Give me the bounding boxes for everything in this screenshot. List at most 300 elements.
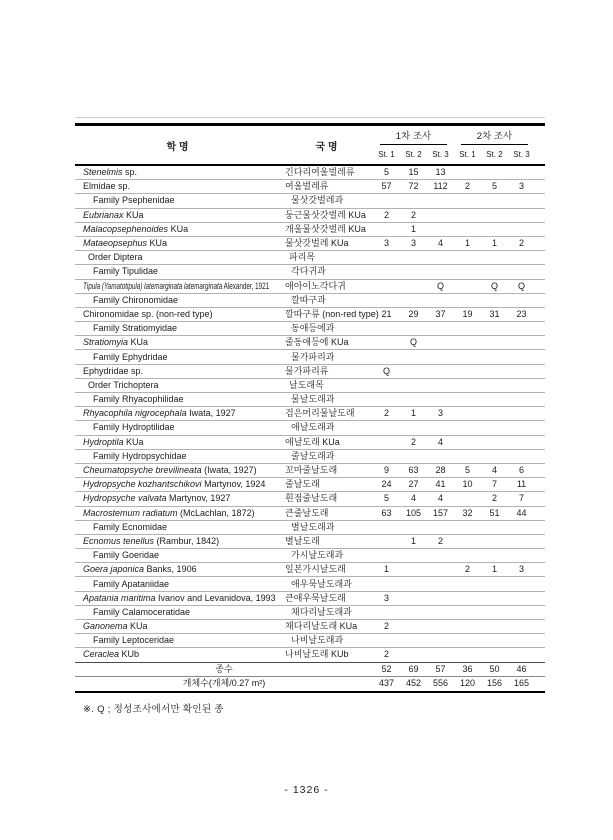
- count-cell: [481, 208, 508, 222]
- scientific-name-cell: Hydropsyche kozhantschikovi Martynov, 1924: [75, 478, 280, 492]
- count-cell: [481, 520, 508, 534]
- count-cell: [427, 605, 454, 619]
- count-cell: [481, 534, 508, 548]
- count-cell: 4: [427, 435, 454, 449]
- count-cell: [454, 620, 481, 634]
- spacer-cell: [535, 520, 545, 534]
- table-top-thin-rule: [75, 117, 545, 118]
- scientific-name-cell: Family Psephenidae: [75, 194, 280, 208]
- spacer-cell: [535, 393, 545, 407]
- spacer-cell: [535, 293, 545, 307]
- species-row: [75, 180, 545, 194]
- count-cell: [508, 265, 535, 279]
- count-cell: [427, 293, 454, 307]
- spacer-cell: [535, 563, 545, 577]
- station-header: St. 3: [427, 145, 454, 165]
- family-row: [75, 322, 545, 336]
- korean-name-cell: 물날도래과: [280, 393, 373, 407]
- table-header: [75, 125, 545, 166]
- count-cell: [400, 620, 427, 634]
- spacer-cell: [535, 549, 545, 563]
- count-cell: [400, 549, 427, 563]
- scientific-name-cell: Order Trichoptera: [75, 378, 280, 392]
- spacer-cell: [535, 307, 545, 321]
- count-cell: [508, 605, 535, 619]
- count-cell: [400, 265, 427, 279]
- count-cell: 4: [427, 492, 454, 506]
- count-cell: [454, 605, 481, 619]
- count-cell: 31: [481, 307, 508, 321]
- count-cell: [481, 293, 508, 307]
- count-cell: [454, 279, 481, 293]
- summary-count-cell: 46: [508, 662, 535, 677]
- scientific-name-cell: Family Apataniidae: [75, 577, 280, 591]
- korean-name-cell: 가시날도래과: [280, 549, 373, 563]
- count-cell: [373, 520, 400, 534]
- family-row: [75, 520, 545, 534]
- summary-count-cell: 120: [460, 678, 476, 689]
- spacer-cell: [535, 449, 545, 463]
- count-cell: 6: [508, 463, 535, 477]
- count-cell: [400, 648, 427, 662]
- count-cell: [427, 336, 454, 350]
- count-cell: [454, 492, 481, 506]
- count-cell: [508, 591, 535, 605]
- count-cell: [454, 194, 481, 208]
- header-korean-name: 국 명: [280, 125, 373, 166]
- family-row: [75, 549, 545, 563]
- korean-name-cell: 흰점줄날도래: [280, 492, 373, 506]
- spacer-cell: [535, 251, 545, 265]
- korean-name-cell: 동애등에과: [280, 322, 373, 336]
- count-cell: [508, 293, 535, 307]
- count-cell: 57: [373, 180, 400, 194]
- species-row: [75, 620, 545, 634]
- count-cell: [481, 194, 508, 208]
- count-cell: Q: [400, 336, 427, 350]
- count-cell: [400, 577, 427, 591]
- footnote: ※. Q ; 정성조사에서만 확인된 종: [83, 704, 224, 715]
- order-row: [75, 378, 545, 392]
- scientific-name-cell: Elmidae sp.: [75, 180, 280, 194]
- summary-count-cell: 156: [487, 678, 503, 689]
- scientific-name-cell: Cheumatopsyche brevilineata (Iwata, 1927): [75, 463, 280, 477]
- count-cell: [481, 265, 508, 279]
- count-cell: [508, 449, 535, 463]
- count-cell: [373, 577, 400, 591]
- species-row: [75, 435, 545, 449]
- header-scientific-name: 학 명: [75, 125, 280, 166]
- count-cell: [427, 591, 454, 605]
- korean-name-cell: 줄날도래과: [280, 449, 373, 463]
- count-cell: [454, 336, 481, 350]
- count-cell: [427, 364, 454, 378]
- count-cell: [400, 449, 427, 463]
- count-cell: [373, 293, 400, 307]
- count-cell: [400, 293, 427, 307]
- count-cell: 5: [373, 165, 400, 180]
- count-cell: 19: [454, 307, 481, 321]
- header-spacer: [535, 125, 545, 166]
- count-cell: [373, 435, 400, 449]
- family-row: [75, 577, 545, 591]
- count-cell: [454, 222, 481, 236]
- count-cell: 2: [427, 534, 454, 548]
- count-cell: [454, 364, 481, 378]
- count-cell: 9: [373, 463, 400, 477]
- count-cell: [454, 322, 481, 336]
- page-number: - 1326 -: [284, 784, 329, 796]
- count-cell: [373, 449, 400, 463]
- header-survey-2: [454, 125, 535, 146]
- count-cell: [481, 251, 508, 265]
- summary-count-cell: 50: [481, 662, 508, 677]
- scientific-name-cell: Ecnomus tenellus (Rambur, 1842): [75, 534, 280, 548]
- count-cell: 10: [454, 478, 481, 492]
- korean-name-cell: 일본가시날도래: [280, 563, 373, 577]
- count-cell: Q: [481, 279, 508, 293]
- station-header: St. 1: [373, 145, 400, 165]
- spacer-cell: [535, 591, 545, 605]
- count-cell: 3: [427, 407, 454, 421]
- count-cell: [373, 534, 400, 548]
- count-cell: 11: [508, 478, 535, 492]
- scientific-name-cell: Stenelmis sp.: [75, 165, 280, 180]
- table-body: [75, 165, 545, 692]
- korean-name-cell: 애날도래 KUa: [280, 435, 373, 449]
- count-cell: [427, 421, 454, 435]
- count-cell: [427, 393, 454, 407]
- species-abundance-table: [75, 123, 545, 693]
- count-cell: [427, 322, 454, 336]
- spacer-cell: [535, 662, 545, 677]
- count-cell: [400, 421, 427, 435]
- korean-name-cell: 여울벌레류: [280, 180, 373, 194]
- scientific-name-cell: Family Calamoceratidae: [75, 605, 280, 619]
- count-cell: 41: [427, 478, 454, 492]
- spacer-cell: [535, 463, 545, 477]
- korean-name-cell: 나비날도래 KUb: [280, 648, 373, 662]
- summary-count-cell: 437: [378, 678, 395, 689]
- count-cell: 5: [373, 492, 400, 506]
- scientific-name-cell: Tipula (Yamatotipula) latemarginata latemarginata Alexander, 1921: [75, 279, 280, 293]
- station-header: St. 2: [400, 145, 427, 165]
- species-row: [75, 478, 545, 492]
- count-cell: 2: [454, 563, 481, 577]
- spacer-cell: [535, 364, 545, 378]
- count-cell: [481, 591, 508, 605]
- count-cell: 51: [481, 506, 508, 520]
- species-row: [75, 279, 545, 293]
- spacer-cell: [535, 165, 545, 180]
- count-cell: [373, 634, 400, 648]
- count-cell: [373, 322, 400, 336]
- spacer-cell: [535, 534, 545, 548]
- species-row: [75, 463, 545, 477]
- count-cell: [481, 364, 508, 378]
- spacer-cell: [535, 435, 545, 449]
- count-cell: [400, 322, 427, 336]
- korean-name-cell: 애아이노각다귀: [280, 279, 373, 293]
- count-cell: [427, 563, 454, 577]
- spacer-cell: [535, 194, 545, 208]
- count-cell: 3: [373, 236, 400, 250]
- species-row: [75, 492, 545, 506]
- count-cell: 7: [508, 492, 535, 506]
- count-cell: [481, 393, 508, 407]
- scientific-name-cell: Family Ecnomidae: [75, 520, 280, 534]
- korean-name-cell: 깔따구과: [280, 293, 373, 307]
- count-cell: [373, 222, 400, 236]
- scientific-name-cell: Mataeopsephus KUa: [75, 236, 280, 250]
- summary-count-cell: 556: [432, 678, 449, 689]
- scientific-name-cell: Apatania maritima Ivanov and Levanidova, 1993: [75, 591, 280, 605]
- count-cell: [481, 421, 508, 435]
- count-cell: 4: [400, 492, 427, 506]
- count-cell: [508, 407, 535, 421]
- count-cell: [454, 378, 481, 392]
- count-cell: [508, 165, 535, 180]
- count-cell: [481, 322, 508, 336]
- count-cell: 157: [427, 506, 454, 520]
- spacer-cell: [535, 492, 545, 506]
- count-cell: [454, 208, 481, 222]
- count-cell: 2: [373, 620, 400, 634]
- count-cell: 63: [400, 463, 427, 477]
- species-row: [75, 407, 545, 421]
- count-cell: [454, 393, 481, 407]
- count-cell: [427, 265, 454, 279]
- count-cell: 4: [481, 463, 508, 477]
- family-row: [75, 449, 545, 463]
- korean-name-cell: 나비날도래과: [280, 634, 373, 648]
- spacer-cell: [535, 648, 545, 662]
- korean-name-cell: 애날도래과: [280, 421, 373, 435]
- scientific-name-cell: Ephydridae sp.: [75, 364, 280, 378]
- count-cell: 3: [508, 180, 535, 194]
- count-cell: [373, 265, 400, 279]
- scientific-name-cell: Family Stratiomyidae: [75, 322, 280, 336]
- count-cell: 44: [508, 506, 535, 520]
- count-cell: [481, 350, 508, 364]
- species-row: [75, 236, 545, 250]
- summary-count-cell: 36: [454, 662, 481, 677]
- count-cell: [427, 208, 454, 222]
- count-cell: [481, 407, 508, 421]
- count-cell: [373, 549, 400, 563]
- count-cell: [373, 393, 400, 407]
- count-cell: 3: [400, 236, 427, 250]
- count-cell: [400, 634, 427, 648]
- species-row: [75, 307, 545, 321]
- count-cell: 1: [454, 236, 481, 250]
- count-cell: [427, 222, 454, 236]
- station-header: St. 1: [454, 145, 481, 165]
- header-survey-1-label: 1차 조사: [380, 126, 447, 145]
- count-cell: [400, 520, 427, 534]
- korean-name-cell: 별날도래과: [280, 520, 373, 534]
- scientific-name-cell: Family Hydroptilidae: [75, 421, 280, 435]
- count-cell: 1: [400, 407, 427, 421]
- count-cell: 2: [481, 492, 508, 506]
- count-cell: 2: [373, 407, 400, 421]
- count-cell: [508, 435, 535, 449]
- count-cell: 32: [454, 506, 481, 520]
- count-cell: [427, 577, 454, 591]
- count-cell: 1: [481, 563, 508, 577]
- count-cell: [508, 322, 535, 336]
- count-cell: [481, 449, 508, 463]
- family-row: [75, 293, 545, 307]
- count-cell: [427, 449, 454, 463]
- scientific-name-cell: Malacopsephenoides KUa: [75, 222, 280, 236]
- count-cell: [454, 350, 481, 364]
- count-cell: Q: [427, 279, 454, 293]
- korean-name-cell: 큰줄날도래: [280, 506, 373, 520]
- count-cell: [508, 194, 535, 208]
- count-cell: [508, 520, 535, 534]
- count-cell: 24: [373, 478, 400, 492]
- count-cell: [481, 577, 508, 591]
- count-cell: [481, 222, 508, 236]
- count-cell: 15: [400, 165, 427, 180]
- species-row: [75, 534, 545, 548]
- count-cell: [508, 208, 535, 222]
- count-cell: [400, 378, 427, 392]
- korean-name-cell: 둥근물삿갓벌레 KUa: [280, 208, 373, 222]
- summary-count-cell: 57: [427, 662, 454, 677]
- count-cell: 21: [373, 307, 400, 321]
- count-cell: [400, 350, 427, 364]
- count-cell: 72: [400, 180, 427, 194]
- count-cell: 3: [508, 563, 535, 577]
- count-cell: [508, 251, 535, 265]
- count-cell: [481, 648, 508, 662]
- count-cell: [508, 648, 535, 662]
- count-cell: [400, 251, 427, 265]
- count-cell: 23: [508, 307, 535, 321]
- scientific-name-cell: Order Diptera: [75, 251, 280, 265]
- count-cell: [508, 222, 535, 236]
- count-cell: [400, 605, 427, 619]
- summary-count-cell: 452: [405, 678, 422, 689]
- count-cell: [508, 549, 535, 563]
- species-row: [75, 364, 545, 378]
- family-row: [75, 605, 545, 619]
- count-cell: 7: [481, 478, 508, 492]
- count-cell: [454, 251, 481, 265]
- summary-count-cell: 69: [400, 662, 427, 677]
- count-cell: [427, 648, 454, 662]
- count-cell: 28: [427, 463, 454, 477]
- spacer-cell: [535, 322, 545, 336]
- species-row: [75, 563, 545, 577]
- count-cell: [427, 350, 454, 364]
- station-header: St. 2: [481, 145, 508, 165]
- count-cell: 37: [427, 307, 454, 321]
- count-cell: 105: [400, 506, 427, 520]
- korean-name-cell: 큰애우묵날도래: [280, 591, 373, 605]
- count-cell: [454, 634, 481, 648]
- count-cell: Q: [373, 364, 400, 378]
- scientific-name-cell: Rhyacophila nigrocephala Iwata, 1927: [75, 407, 280, 421]
- count-cell: [481, 620, 508, 634]
- korean-name-cell: 채다리날도래 KUa: [280, 620, 373, 634]
- station-header: St. 3: [508, 145, 535, 165]
- summary-label: 종수: [75, 662, 373, 677]
- spacer-cell: [535, 236, 545, 250]
- count-cell: [400, 393, 427, 407]
- count-cell: [454, 577, 481, 591]
- korean-name-cell: 줄동애등에 KUa: [280, 336, 373, 350]
- count-cell: [373, 605, 400, 619]
- family-row: [75, 265, 545, 279]
- count-cell: [481, 634, 508, 648]
- count-cell: 1: [481, 236, 508, 250]
- species-row: [75, 648, 545, 662]
- count-cell: [508, 577, 535, 591]
- spacer-cell: [535, 180, 545, 194]
- count-cell: [508, 364, 535, 378]
- count-cell: [400, 563, 427, 577]
- count-cell: 3: [373, 591, 400, 605]
- summary-label: 개체수(개체/0.27 m²): [182, 678, 266, 689]
- family-row: [75, 421, 545, 435]
- count-cell: [481, 435, 508, 449]
- spacer-cell: [535, 421, 545, 435]
- spacer-cell: [535, 378, 545, 392]
- scientific-name-cell: Family Tipulidae: [75, 265, 280, 279]
- count-cell: 2: [508, 236, 535, 250]
- count-cell: 13: [427, 165, 454, 180]
- korean-name-cell: 채다리날도래과: [280, 605, 373, 619]
- count-cell: 112: [427, 180, 454, 194]
- count-cell: [454, 648, 481, 662]
- korean-name-cell: 애우묵날도래과: [280, 577, 373, 591]
- order-row: [75, 251, 545, 265]
- korean-name-cell: 각다귀과: [280, 265, 373, 279]
- family-row: [75, 350, 545, 364]
- scientific-name-cell: Family Leptoceridae: [75, 634, 280, 648]
- count-cell: [454, 293, 481, 307]
- count-cell: [373, 378, 400, 392]
- count-cell: [508, 634, 535, 648]
- count-cell: [427, 251, 454, 265]
- count-cell: [454, 435, 481, 449]
- species-count-row: [75, 662, 545, 677]
- korean-name-cell: 물가파리류: [280, 364, 373, 378]
- header-survey-2-label: 2차 조사: [461, 126, 528, 145]
- spacer-cell: [535, 506, 545, 520]
- count-cell: 2: [400, 208, 427, 222]
- korean-name-cell: 파리목: [280, 251, 373, 265]
- summary-count-cell: 52: [373, 662, 400, 677]
- count-cell: [508, 534, 535, 548]
- spacer-cell: [535, 336, 545, 350]
- species-row: [75, 506, 545, 520]
- korean-name-cell: 개울물삿갓벌레 KUa: [280, 222, 373, 236]
- count-cell: 2: [454, 180, 481, 194]
- count-cell: [400, 279, 427, 293]
- scientific-name-cell: Ganonema KUa: [75, 620, 280, 634]
- count-cell: [400, 591, 427, 605]
- spacer-cell: [535, 208, 545, 222]
- count-cell: Q: [508, 279, 535, 293]
- count-cell: [454, 421, 481, 435]
- count-cell: 63: [373, 506, 400, 520]
- count-cell: 4: [427, 236, 454, 250]
- species-row: [75, 222, 545, 236]
